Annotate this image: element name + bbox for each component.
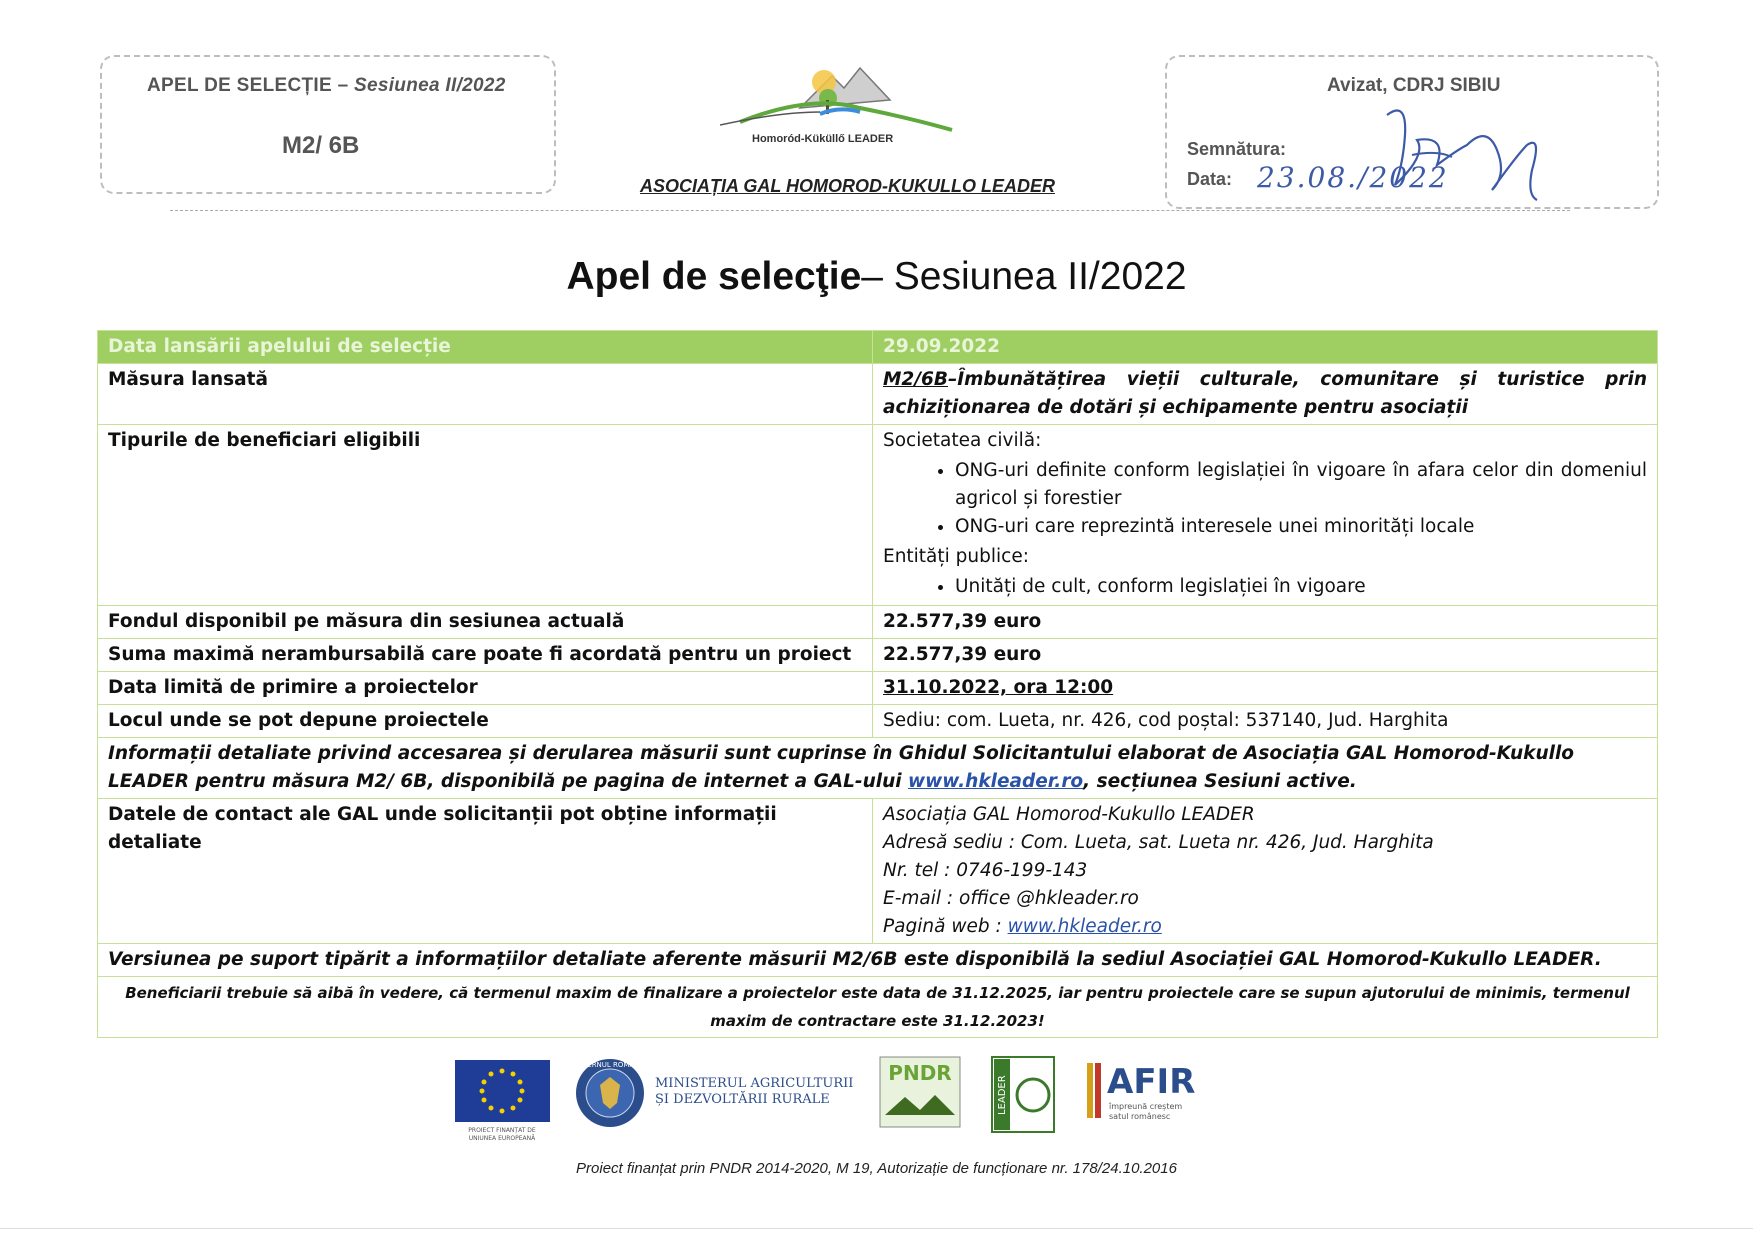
eu-flag-logo xyxy=(455,1060,550,1142)
beneficiaries-value: Societatea civilă: • ONG-uri definite conform legislației în vigoare în afara celor din domeniul agricol și forestier • ONG-uri care reprezintă interesele unei minorități locale Entități publice: • Unități de cult, conform legislației în vigoare xyxy=(873,425,1658,606)
table-row xyxy=(98,672,1658,705)
contact-website-link[interactable]: www.hkleader.ro xyxy=(1007,916,1162,937)
table-row xyxy=(98,606,1658,639)
location-value: Sediu: com. Lueta, nr. 426, cod poștal: 537140, Jud. Harghita xyxy=(873,705,1658,738)
measure-code-link: M2/6B xyxy=(883,369,949,390)
call-details-table xyxy=(97,330,1658,1038)
table-row xyxy=(98,364,1658,425)
civil-society-list xyxy=(883,457,1647,541)
fund-value: 22.577,39 euro xyxy=(873,606,1658,639)
final-note: Beneficiarii trebuie să aibă în vedere, că termenul maxim de finalizare a proiectelor este data de 31.12.2025, iar pentru proiectele care se supun ajutorului de minimis, termenul maxim de contractare este 31.12.2023! xyxy=(98,977,1658,1038)
signature-label: Semnătura: xyxy=(1187,139,1287,159)
beneficiaries-label: Tipurile de beneficiari eligibili xyxy=(98,425,873,606)
page-title: Apel de selecţie– Sesiunea II/2022 xyxy=(566,255,1187,298)
list-item: • ONG-uri care reprezintă interesele unei minorități locale xyxy=(955,513,1647,541)
table-row xyxy=(98,738,1658,799)
table-row xyxy=(98,425,1658,606)
gal-logo xyxy=(720,60,960,135)
footer-note: Proiect finanțat prin PNDR 2014-2020, M 19, Autorizație de funcționare nr. 178/24.10.2016 xyxy=(576,1160,1177,1177)
measure-label: Măsura lansată xyxy=(98,364,873,425)
deadline-value: 31.10.2022, ora 12:00 xyxy=(873,672,1658,705)
table-row xyxy=(98,705,1658,738)
contact-label: Datele de contact ale GAL unde solicitanții pot obține informații detaliate xyxy=(98,799,873,944)
association-name: ASOCIAȚIA GAL HOMOROD-KUKULLO LEADER xyxy=(640,176,1055,196)
header-right-box xyxy=(1165,55,1659,209)
pndr-logo xyxy=(880,1057,960,1127)
logo-caption: Homoród-Küküllő LEADER xyxy=(752,133,894,145)
public-entities-list xyxy=(883,573,1647,601)
measure-value: M2/6B–Îmbunătățirea vieții culturale, comunitare și turistice prin achiziționarea de dotări și echipamente pentru asociații xyxy=(873,364,1658,425)
pndr-text: PNDR xyxy=(888,1061,952,1085)
ministry-line-1: MINISTERUL AGRICULTURII xyxy=(655,1076,854,1091)
detailed-info: Informații detaliate privind accesarea și derularea măsurii sunt cuprinse în Ghidul Solicitantului elaborat de Asociația GAL Homorod-Kukullo LEADER pentru măsura M2/ 6B, disponibilă pe pagina de internet a GAL-ului www.hkleader.ro, secțiunea Sesiuni active. xyxy=(98,738,1658,799)
leader-text: LEADER xyxy=(997,1075,1008,1115)
list-item: • Unități de cult, conform legislației în vigoare xyxy=(955,573,1647,601)
funding-logos xyxy=(455,1055,1455,1165)
afir-logo xyxy=(1087,1062,1195,1121)
signature-image xyxy=(1377,95,1557,205)
print-version-note: Versiunea pe suport tipărit a informațiilor detaliate aferente măsurii M2/6B este disponibilă la sediul Asociației GAL Homorod-Kukullo LEADER. xyxy=(98,944,1658,977)
eu-caption-2: UNIUNEA EUROPEANĂ xyxy=(468,1135,536,1142)
launch-date-value: 29.09.2022 xyxy=(873,331,1658,364)
page-bottom-line xyxy=(0,1228,1753,1229)
location-label: Locul unde se pot depune proiectele xyxy=(98,705,873,738)
afir-tagline-1: împreună creștem xyxy=(1109,1102,1183,1111)
ministry-line-2: ȘI DEZVOLTĂRII RURALE xyxy=(655,1092,830,1107)
table-row xyxy=(98,331,1658,364)
call-session: Sesiunea II/2022 xyxy=(354,75,506,96)
date-label: Data: xyxy=(1187,169,1233,189)
header-left-box xyxy=(100,55,556,194)
launch-date-label: Data lansării apelului de selecție xyxy=(98,331,873,364)
romanian-government-logo xyxy=(572,1059,853,1127)
table-row xyxy=(98,977,1658,1038)
measure-code: M2/ 6B xyxy=(282,132,360,159)
leader-logo xyxy=(992,1057,1054,1132)
website-link[interactable]: www.hkleader.ro xyxy=(908,771,1084,792)
handwritten-date: 23.08./2022 xyxy=(1257,161,1449,194)
deadline-label: Data limită de primire a proiectelor xyxy=(98,672,873,705)
table-row xyxy=(98,944,1658,977)
max-amount-value: 22.577,39 euro xyxy=(873,639,1658,672)
eu-caption-1: PROIECT FINANȚAT DE xyxy=(468,1127,536,1134)
contact-value: Asociația GAL Homorod-Kukullo LEADER Adresă sediu : Com. Lueta, sat. Lueta nr. 426, Jud. Harghita Nr. tel : 0746-199-143 E-mail : office @hkleader.ro Pagină web : www.hkleader.ro xyxy=(873,799,1658,944)
header-divider xyxy=(170,210,1570,211)
fund-label: Fondul disponibil pe măsura din sesiunea actuală xyxy=(98,606,873,639)
max-amount-label: Suma maximă nerambursabilă care poate fi acordată pentru un proiect xyxy=(98,639,873,672)
call-label: APEL DE SELECȚIE – Sesiunea II/2022 xyxy=(147,75,506,96)
table-row xyxy=(98,799,1658,944)
afir-tagline-2: satul românesc xyxy=(1109,1112,1171,1121)
table-row xyxy=(98,639,1658,672)
approval-label: Avizat, CDRJ SIBIU xyxy=(1327,75,1501,96)
government-ring-text: GUVERNUL ROMÂNIEI xyxy=(571,1061,649,1069)
afir-text: AFIR xyxy=(1107,1062,1196,1102)
list-item: • ONG-uri definite conform legislației în vigoare în afara celor din domeniul agricol și forestier xyxy=(955,457,1647,513)
